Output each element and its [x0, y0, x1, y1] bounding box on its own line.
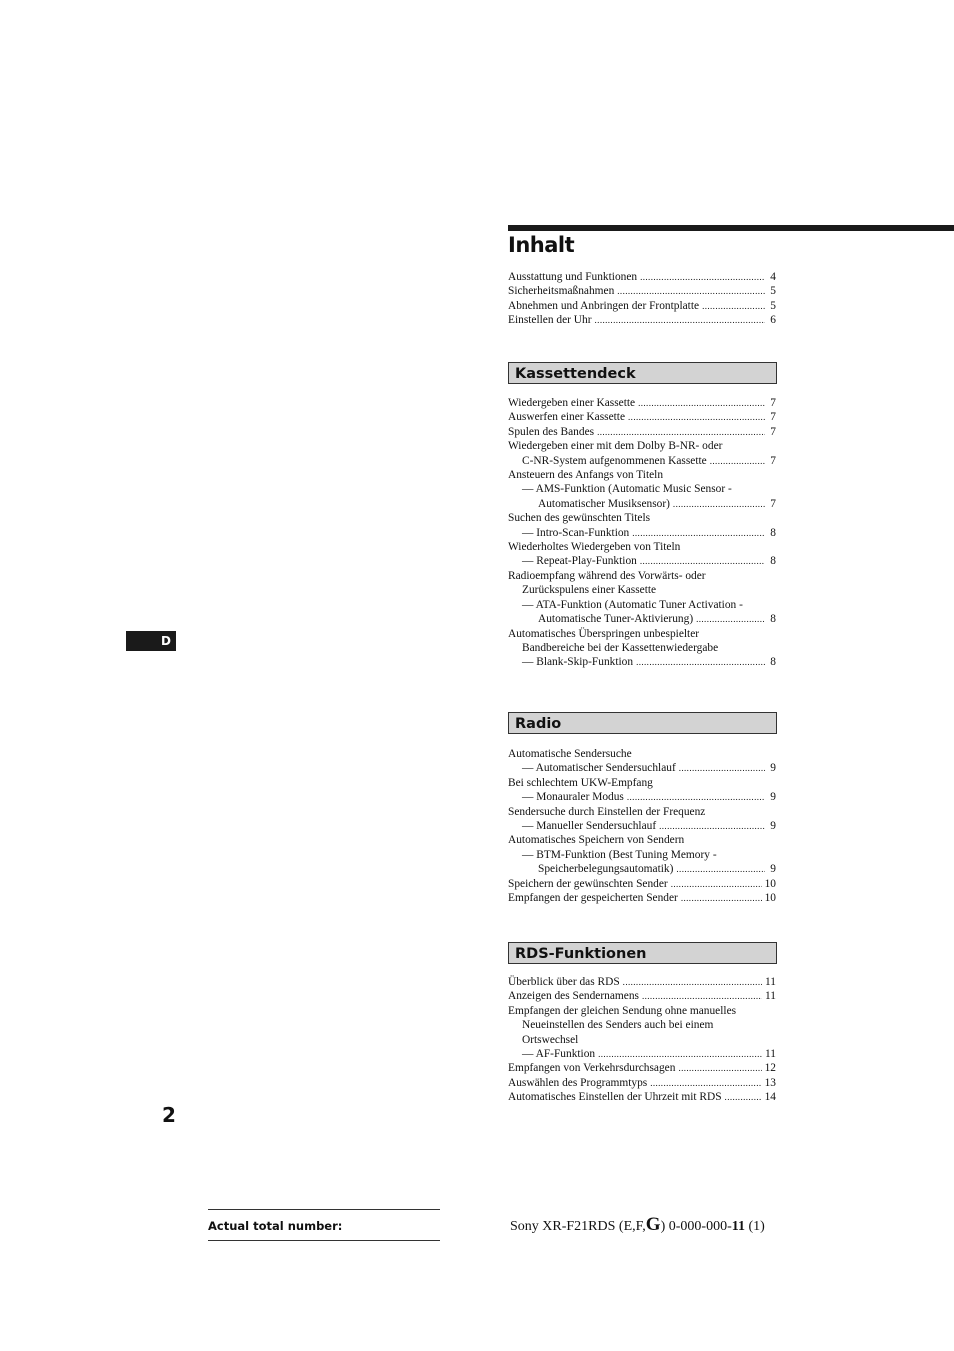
toc-line: [508, 1018, 776, 1032]
toc-entry-text: — Manueller Sendersuchlauf: [522, 820, 657, 833]
toc-line: [508, 776, 776, 790]
toc-entry: [508, 468, 776, 511]
toc-entry: [508, 511, 776, 540]
toc-entry: [508, 776, 776, 805]
toc-entry-text: Einstellen der Uhr: [508, 314, 592, 327]
toc-page-number: 4: [770, 271, 776, 283]
toc-entry-text: Abnehmen und Anbringen der Frontplatte: [508, 299, 700, 312]
toc-page-number: 12: [764, 1062, 776, 1075]
toc-line: [508, 299, 776, 313]
model-g: G: [645, 1214, 661, 1235]
toc-line: [508, 526, 776, 540]
toc-entry: [508, 805, 776, 834]
toc-entry-text: Automatisches Speichern von Sendern: [508, 834, 685, 847]
toc-entry-text: — AMS-Funktion (Automatic Music Sensor -: [522, 483, 732, 496]
dot-leader: [617, 284, 765, 298]
dot-leader: [725, 1090, 762, 1104]
dot-leader: [623, 975, 762, 989]
footer-label: Actual total number:: [208, 1219, 343, 1233]
toc-entry-text: — Blank-Skip-Funktion: [522, 656, 634, 669]
toc-entry-text: Bandbereiche bei der Kassettenwiedergabe: [522, 641, 719, 654]
toc-page-number: 6: [770, 314, 776, 327]
toc-line: [508, 482, 776, 496]
toc-entry: [508, 1004, 776, 1062]
toc-entry-text: Neueinstellen des Senders auch bei einem: [522, 1019, 714, 1032]
toc-line: [508, 641, 776, 655]
toc-entry-text: Wiedergeben einer mit dem Dolby B-NR- oder: [508, 440, 723, 453]
toc-line: [508, 655, 776, 669]
footer-rule-bottom: [208, 1240, 440, 1241]
dot-leader: [676, 862, 765, 876]
toc-entry-text: Überblick über das RDS: [508, 976, 620, 988]
toc-page-number: 11: [765, 976, 776, 988]
toc-entry: [508, 425, 776, 439]
toc-section-radio: [508, 747, 776, 905]
toc-entry: [508, 891, 776, 905]
toc-line: [508, 396, 776, 410]
toc-intro: [508, 270, 776, 328]
toc-line: [508, 540, 776, 554]
toc-entry-text: — Automatischer Sendersuchlauf: [522, 762, 676, 775]
toc-entry-text: Empfangen der gleichen Sendung ohne manuelles: [508, 1004, 737, 1017]
toc-line: [508, 454, 776, 468]
language-tab: D: [126, 631, 176, 651]
toc-page-number: 7: [770, 411, 776, 424]
toc-line: [508, 877, 776, 891]
dot-leader: [640, 554, 765, 568]
toc-page-number: 9: [770, 791, 776, 804]
toc-line: [508, 1047, 776, 1061]
toc-page-number: 5: [770, 285, 776, 298]
toc-page-number: 13: [764, 1076, 776, 1089]
toc-line: [508, 439, 776, 453]
model-mid: ) 0-000-000-: [660, 1219, 732, 1234]
toc-line: [508, 819, 776, 833]
toc-entry: [508, 569, 776, 627]
page-title: Inhalt: [508, 233, 575, 257]
footer-rule-top: [208, 1209, 440, 1210]
toc-page-number: 14: [764, 1091, 776, 1104]
toc-line: [508, 598, 776, 612]
dot-leader: [632, 526, 765, 540]
toc-page-number: 9: [770, 820, 776, 833]
dot-leader: [679, 761, 765, 775]
toc-page-number: 7: [770, 425, 776, 438]
toc-entry: [508, 313, 776, 327]
toc-line: [508, 468, 776, 482]
toc-entry-text: Suchen des gewünschten Titels: [508, 512, 651, 525]
toc-entry: [508, 396, 776, 410]
toc-entry: [508, 270, 776, 284]
toc-page-number: 10: [764, 877, 776, 890]
toc-entry-text: Automatische Sendersuche: [508, 748, 632, 760]
toc-entry: [508, 540, 776, 569]
toc-page-number: 9: [770, 863, 776, 876]
toc-line: [508, 1033, 776, 1047]
toc-entry: [508, 989, 776, 1003]
toc-entry: [508, 627, 776, 670]
toc-entry-text: — Monauraler Modus: [522, 791, 624, 804]
toc-page-number: 8: [770, 613, 776, 626]
toc-entry-text: Automatisches Überspringen unbespielter: [508, 627, 700, 640]
toc-page-number: 8: [770, 555, 776, 568]
toc-entry: [508, 747, 776, 776]
toc-entry: [508, 877, 776, 891]
toc-line: [508, 497, 776, 511]
toc-page-number: 7: [770, 397, 776, 409]
toc-line: [508, 410, 776, 424]
toc-entry-text: Wiederholtes Wiedergeben von Titeln: [508, 541, 681, 554]
toc-line: [508, 1061, 776, 1075]
toc-entry-text: Automatisches Einstellen der Uhrzeit mit RDS: [508, 1091, 722, 1104]
toc-entry: [508, 1076, 776, 1090]
toc-line: [508, 612, 776, 626]
dot-leader: [678, 1061, 761, 1075]
toc-line: [508, 989, 776, 1003]
top-rule: [508, 225, 954, 231]
toc-page-number: 10: [764, 892, 776, 905]
dot-leader: [640, 270, 765, 284]
toc-line: [508, 862, 776, 876]
dot-leader: [598, 1047, 762, 1061]
section-header-radio: Radio: [508, 712, 777, 734]
toc-section-kassettendeck: [508, 396, 776, 670]
toc-entry-text: Empfangen der gespeicherten Sender: [508, 892, 678, 905]
toc-entry-text: Anzeigen des Sendernamens: [508, 990, 639, 1003]
toc-line: [508, 848, 776, 862]
toc-entry: [508, 1090, 776, 1104]
toc-entry-text: Speicherbelegungsautomatik): [538, 863, 674, 876]
toc-line: [508, 1090, 776, 1104]
toc-entry: [508, 439, 776, 468]
toc-line: [508, 975, 776, 989]
toc-line: [508, 425, 776, 439]
section-header-rds: RDS-Funktionen: [508, 942, 777, 964]
toc-line: [508, 569, 776, 583]
toc-line: [508, 627, 776, 641]
dot-leader: [642, 989, 762, 1003]
toc-entry-text: Empfangen von Verkehrsdurchsagen: [508, 1062, 676, 1075]
dot-leader: [638, 396, 765, 410]
toc-entry-text: — BTM-Funktion (Best Tuning Memory -: [522, 848, 717, 861]
toc-line: [508, 284, 776, 298]
toc-page-number: 7: [770, 454, 776, 467]
toc-line: [508, 270, 776, 284]
toc-entry-text: Bei schlechtem UKW-Empfang: [508, 776, 653, 789]
toc-line: [508, 583, 776, 597]
toc-entry-text: Automatischer Musiksensor): [538, 497, 670, 510]
dot-leader: [628, 410, 765, 424]
toc-page-number: 5: [770, 299, 776, 312]
toc-page-number: 9: [770, 762, 776, 775]
toc-line: [508, 511, 776, 525]
dot-leader: [710, 454, 765, 468]
toc-line: [508, 747, 776, 761]
dot-leader: [627, 790, 765, 804]
toc-page-number: 11: [765, 990, 776, 1003]
dot-leader: [659, 819, 765, 833]
toc-entry-text: Spulen des Bandes: [508, 425, 595, 438]
toc-line: [508, 1076, 776, 1090]
toc-entry: [508, 410, 776, 424]
toc-line: [508, 790, 776, 804]
toc-entry-text: Speichern der gewünschten Sender: [508, 877, 668, 890]
toc-line: [508, 833, 776, 847]
dot-leader: [702, 299, 765, 313]
page-number: 2: [162, 1103, 176, 1127]
dot-leader: [650, 1076, 761, 1090]
toc-entry-text: Radioempfang während des Vorwärts- oder: [508, 569, 706, 582]
dot-leader: [671, 877, 762, 891]
toc-entry-text: Sendersuche durch Einstellen der Frequenz: [508, 805, 706, 818]
toc-entry-text: Zurückspulens einer Kassette: [522, 584, 657, 597]
toc-entry-text: Automatische Tuner-Aktivierung): [538, 613, 694, 626]
toc-entry: [508, 833, 776, 876]
toc-page-number: 7: [770, 497, 776, 510]
toc-line: [508, 554, 776, 568]
toc-entry-text: Wiedergeben einer Kassette: [508, 397, 636, 409]
dot-leader: [636, 655, 765, 669]
model-prefix: Sony XR-F21RDS (E,F,: [510, 1219, 646, 1234]
toc-line: [508, 761, 776, 775]
toc-entry-text: — ATA-Funktion (Automatic Tuner Activation -: [522, 598, 743, 611]
toc-entry-text: Ausstattung und Funktionen: [508, 271, 638, 283]
toc-line: [508, 891, 776, 905]
toc-entry-text: — Repeat-Play-Funktion: [522, 555, 637, 568]
toc-entry-text: Ortswechsel: [522, 1033, 579, 1046]
toc-entry: [508, 975, 776, 989]
toc-entry-text: C-NR-System aufgenommenen Kassette: [522, 454, 707, 467]
toc-entry: [508, 299, 776, 313]
dot-leader: [696, 612, 765, 626]
toc-entry-text: Ansteuern des Anfangs von Titeln: [508, 469, 664, 482]
toc-page-number: 8: [770, 526, 776, 539]
toc-page-number: 8: [770, 656, 776, 669]
toc-entry: [508, 1061, 776, 1075]
toc-entry-text: Sicherheitsmaßnahmen: [508, 285, 615, 298]
toc-entry-text: Auswerfen einer Kassette: [508, 411, 626, 424]
toc-page-number: 11: [765, 1048, 776, 1061]
dot-leader: [673, 497, 765, 511]
toc-line: [508, 805, 776, 819]
dot-leader: [681, 891, 762, 905]
section-header-kassettendeck: Kassettendeck: [508, 362, 777, 384]
toc-line: [508, 313, 776, 327]
model-suffix: (1): [744, 1219, 765, 1234]
toc-entry: [508, 284, 776, 298]
dot-leader: [595, 313, 765, 327]
toc-entry-text: — Intro-Scan-Funktion: [522, 526, 630, 539]
footer-model-code: [510, 1214, 765, 1236]
toc-line: [508, 1004, 776, 1018]
dot-leader: [597, 425, 765, 439]
model-bold: 11: [731, 1219, 745, 1234]
toc-section-rds: [508, 975, 776, 1105]
toc-entry-text: Auswählen des Programmtyps: [508, 1076, 648, 1089]
toc-entry-text: — AF-Funktion: [522, 1048, 596, 1061]
